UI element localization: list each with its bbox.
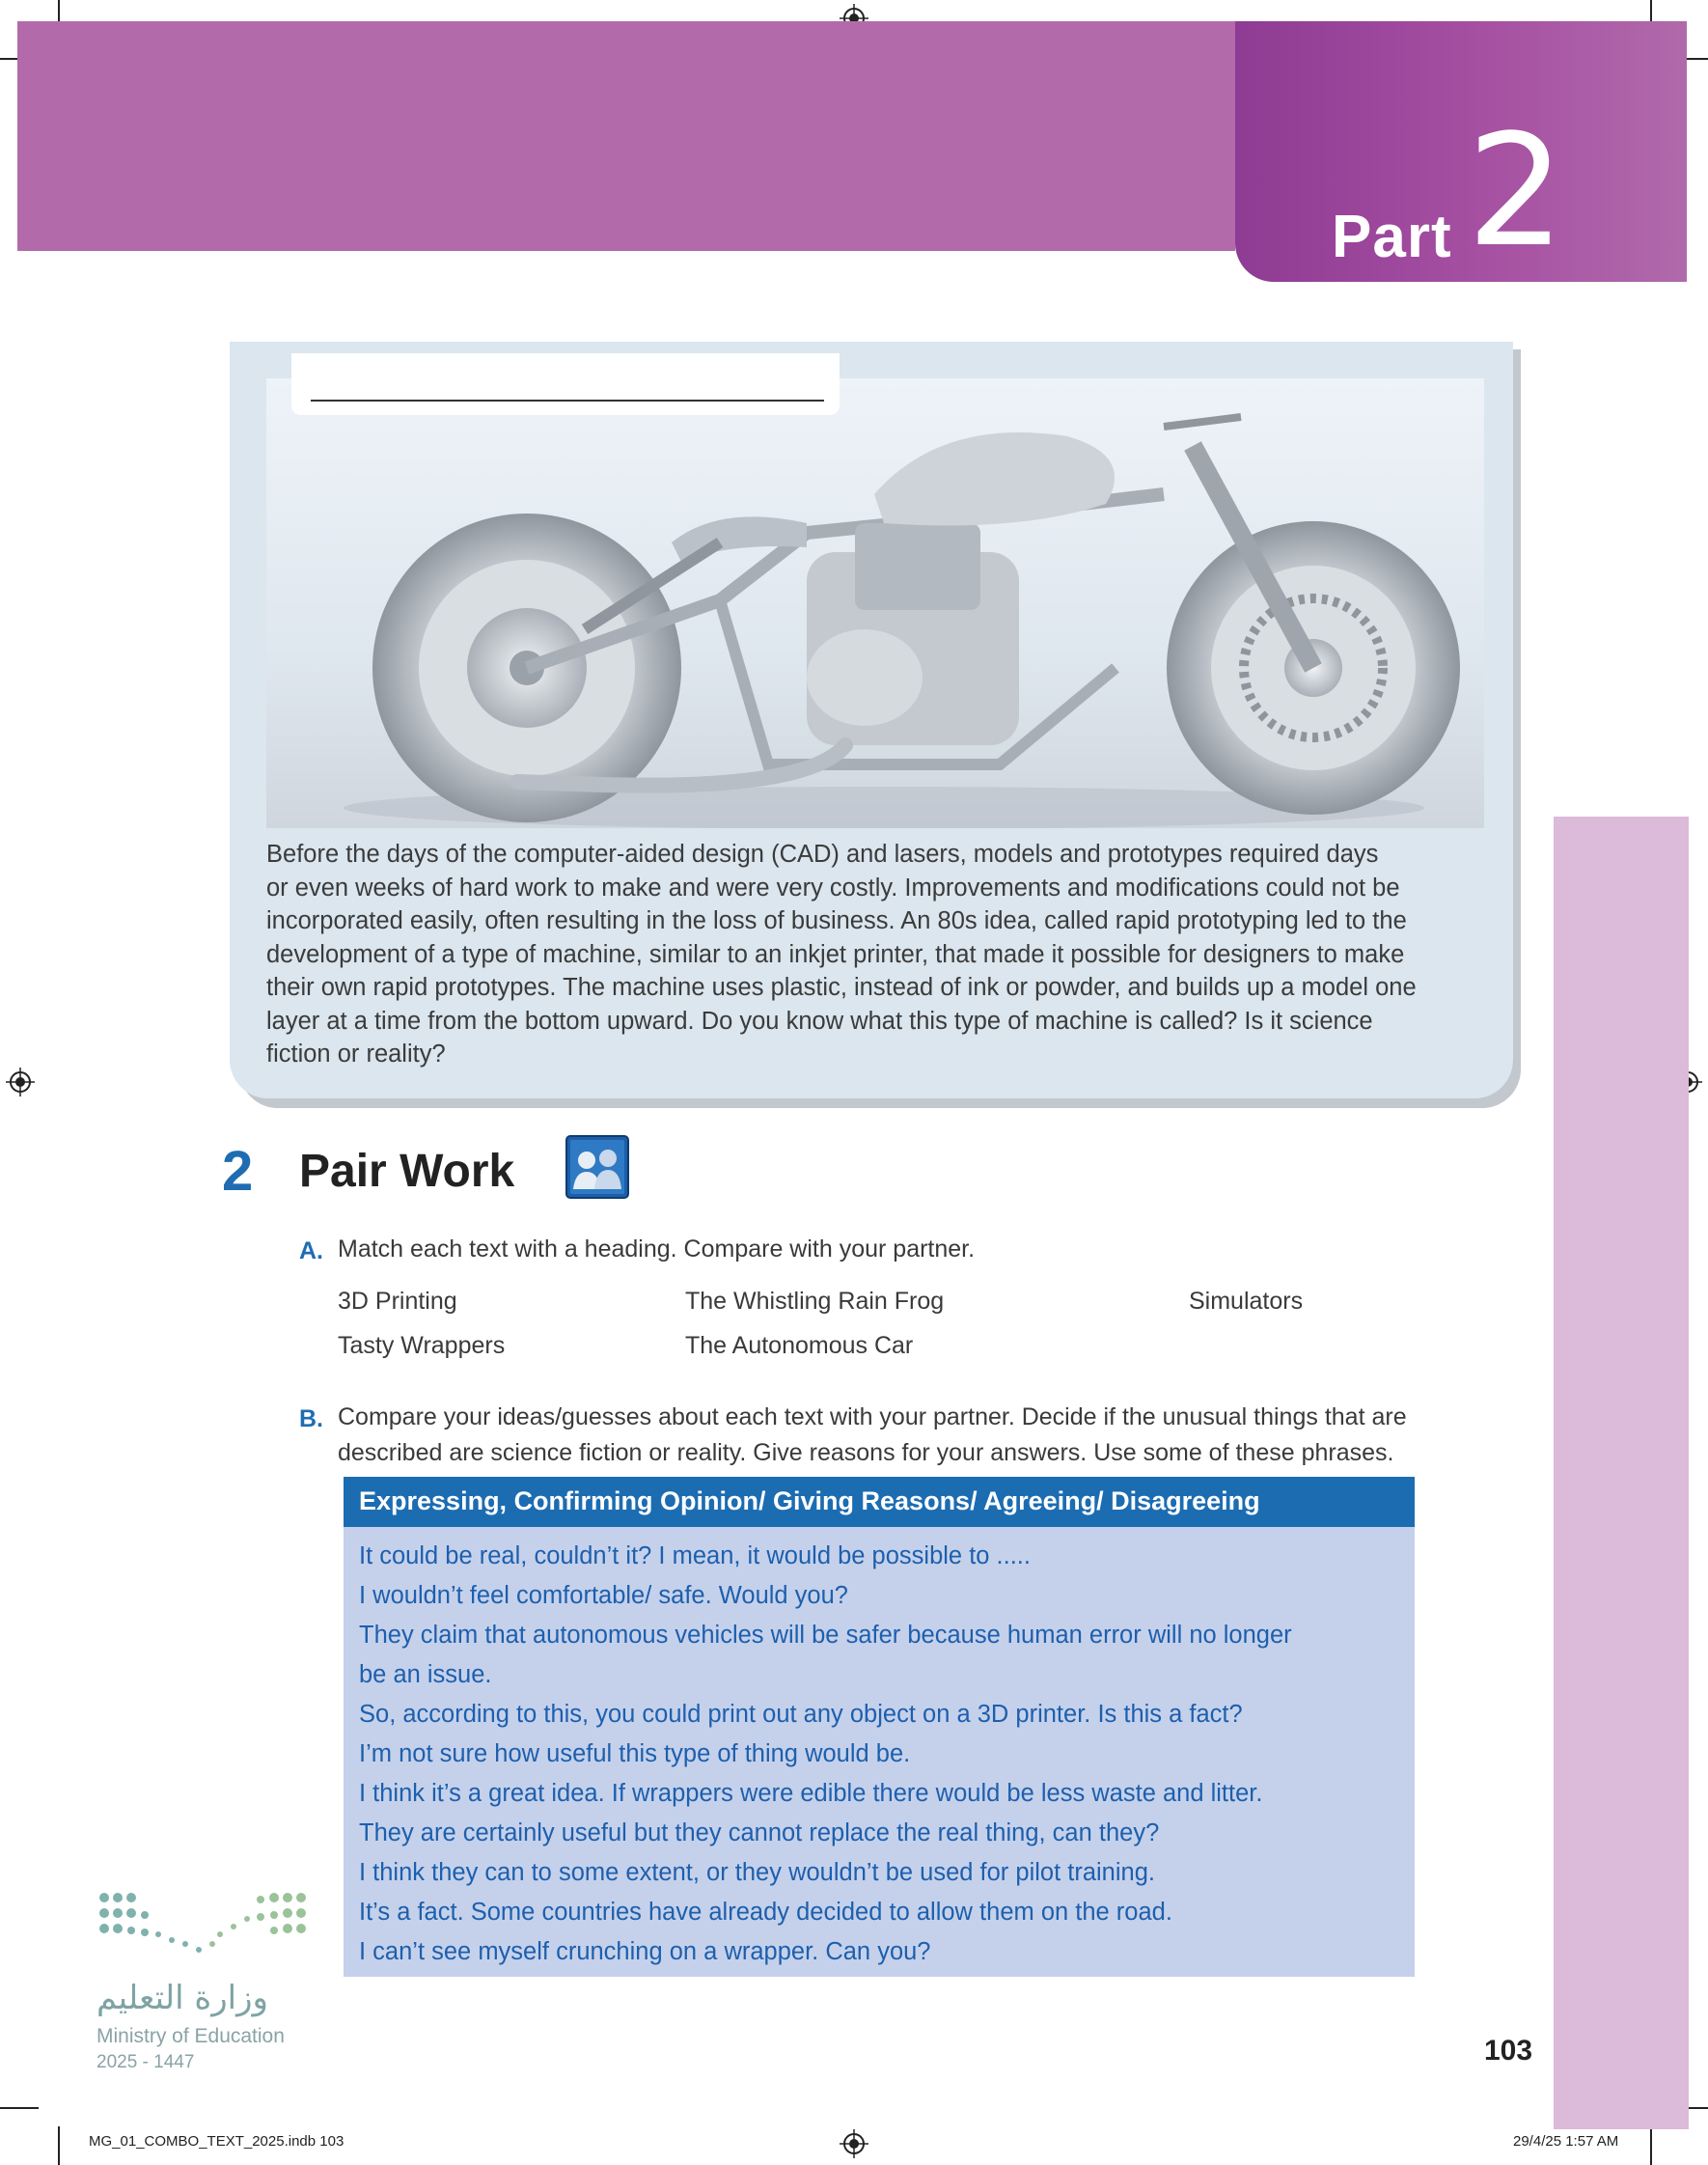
pair-work-icon — [565, 1135, 629, 1199]
phrases-title: Expressing, Confirming Opinion/ Giving Reasons/ Agreeing/ Disagreeing — [359, 1486, 1260, 1515]
ministry-name-arabic: وزارة التعليم — [96, 1979, 268, 2017]
phrase-item: I can’t see myself crunching on a wrapper. Can you? — [359, 1938, 931, 1965]
section-number: 2 — [222, 1140, 254, 1203]
phrase-item: It could be real, couldn’t it? I mean, it would be possible to ..... — [359, 1542, 1031, 1569]
title-answer-line[interactable] — [311, 400, 824, 402]
section-title: Pair Work — [299, 1146, 515, 1197]
intro-line: layer at a time from the bottom upward. Do you know what this type of machine is called? Is it science — [266, 1007, 1373, 1035]
intro-paragraph — [266, 838, 1482, 1071]
header-band — [17, 21, 1235, 251]
side-strip — [1554, 817, 1689, 2129]
phrase-item: I think they can to some extent, or they wouldn’t be used for pilot training. — [359, 1859, 1155, 1886]
heading-option: 3D Printing — [338, 1288, 457, 1315]
crop-mark — [0, 2107, 39, 2109]
ministry-name-english: Ministry of Education — [96, 2025, 285, 2047]
file-slug: MG_01_COMBO_TEXT_2025.indb 103 — [89, 2133, 344, 2150]
question-b-line: Compare your ideas/guesses about each text with your partner. Decide if the unusual things that are — [338, 1403, 1407, 1430]
phrase-item: It’s a fact. Some countries have already decided to allow them on the road. — [359, 1899, 1172, 1926]
ministry-year: 2025 - 1447 — [96, 2052, 195, 2072]
registration-mark — [840, 2129, 868, 2158]
heading-option: Simulators — [1189, 1288, 1304, 1315]
title-box — [291, 353, 840, 415]
part-tab — [1235, 21, 1687, 282]
question-a-letter: A. — [299, 1237, 323, 1264]
intro-line: fiction or reality? — [266, 1041, 446, 1068]
crop-mark — [1650, 2126, 1652, 2165]
intro-line: or even weeks of hard work to make and were very costly. Improvements and modifications could not be — [266, 874, 1400, 902]
phrase-item: They claim that autonomous vehicles will be safer because human error will no longer — [359, 1622, 1292, 1649]
question-b-letter: B. — [299, 1405, 323, 1432]
phrase-item: be an issue. — [359, 1661, 492, 1688]
phrase-item: I think it’s a great idea. If wrappers were edible there would be less waste and litter. — [359, 1780, 1263, 1807]
crop-mark — [58, 2126, 60, 2165]
intro-line: Before the days of the computer-aided design (CAD) and lasers, models and prototypes required days — [266, 841, 1379, 868]
intro-line: development of a type of machine, similar to an inkjet printer, that made it possible for designers to make — [266, 940, 1405, 968]
ministry-logo-icon — [96, 1890, 309, 1959]
part-label: Part — [1332, 204, 1452, 270]
part-number: 2 — [1467, 100, 1565, 281]
registration-mark — [6, 1068, 35, 1096]
phrase-item: They are certainly useful but they cannot replace the real thing, can they? — [359, 1819, 1160, 1846]
question-b-line: described are science fiction or reality. Give reasons for your answers. Use some of these phrases. — [338, 1439, 1394, 1466]
phrase-item: I wouldn’t feel comfortable/ safe. Would you? — [359, 1582, 848, 1609]
heading-option: The Whistling Rain Frog — [685, 1288, 945, 1315]
phrases-list — [359, 1537, 1382, 1972]
heading-option: The Autonomous Car — [685, 1332, 914, 1359]
intro-line: incorporated easily, often resulting in the loss of business. An 80s idea, called rapid prototyping led to the — [266, 907, 1407, 934]
page-number: 103 — [1484, 2035, 1533, 2067]
phrase-item: I’m not sure how useful this type of thing would be. — [359, 1740, 911, 1767]
phrase-item: So, according to this, you could print out any object on a 3D printer. Is this a fact? — [359, 1701, 1243, 1728]
question-a-text: Match each text with a heading. Compare with your partner. — [338, 1235, 976, 1263]
heading-option: Tasty Wrappers — [338, 1332, 506, 1359]
date-slug: 29/4/25 1:57 AM — [1513, 2133, 1619, 2150]
motorcycle-image — [266, 378, 1484, 828]
intro-line: their own rapid prototypes. The machine uses plastic, instead of ink or powder, and builds up a model one — [266, 974, 1417, 1001]
